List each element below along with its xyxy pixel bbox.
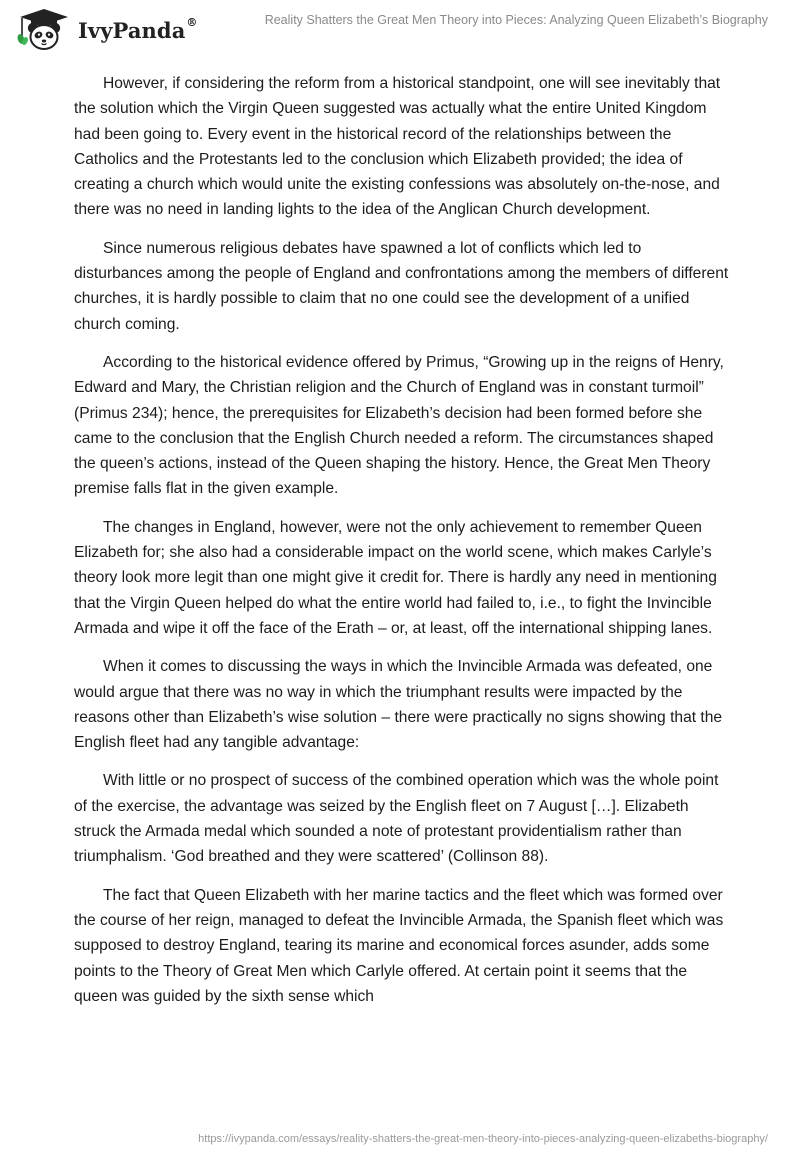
source-url[interactable]: https://ivypanda.com/essays/reality-shatters-the-great-men-theory-into-pieces-analyzing-queen-elizabeths-biography/ bbox=[198, 1133, 768, 1145]
paragraph: The changes in England, however, were not the only achievement to remember Queen Elizabeth for; she also had a considerable impact on the world scene, which makes Carlyle’s theory look more legit than one might give it credit for. There is hardly any need in mentioning that the Virgin Queen helped do what the entire world had failed to, i.e., to fight the Invincible Armada and wipe it off the face of the Erath – or, at least, off the international shipping lanes. bbox=[74, 518, 717, 637]
paragraph: When it comes to discussing the ways in which the Invincible Armada was defeated, one would argue that there was no way in which the triumphant results were impacted by the reasons other than Elizabeth’s wise solution – there were practically no signs showing that the English fleet had any tangible advantage: bbox=[74, 658, 723, 752]
logo-brand-text: IvyPanda bbox=[78, 17, 186, 43]
logo-wordmark bbox=[78, 15, 198, 43]
registered-mark: ® bbox=[186, 15, 198, 29]
document-title: Reality Shatters the Great Men Theory into Pieces: Analyzing Queen Elizabeth’s Biography bbox=[264, 13, 768, 27]
ivypanda-logo[interactable] bbox=[14, 8, 198, 52]
paragraph: According to the historical evidence offered by Primus, “Growing up in the reigns of Henry, Edward and Mary, the Christian religion and the Church of England was in constant turmoil” (Primus 234); hence, the prerequisites for Elizabeth’s decision had been formed before she came to the conclusion that the English Church needed a reform. The circumstances shaped the queen’s actions, instead of the Queen shaping the history. Hence, the Great Men Theory premise falls flat in the given example. bbox=[74, 353, 724, 498]
block-quote: With little or no prospect of success of the combined operation which was the whole point of the exercise, the advantage was seized by the English fleet on 7 August […]. Elizabeth struck the Armada medal which sounded a note of protestant providentialism rather than triumphalism. ‘God breathed and they were scattered’ (Collinson 88). bbox=[74, 772, 719, 866]
page-header bbox=[0, 0, 800, 60]
essay-body bbox=[74, 71, 729, 1022]
paragraph: The fact that Queen Elizabeth with her marine tactics and the fleet which was formed over the course of her reign, managed to defeat the Invincible Armada, the Spanish fleet which was supposed to destroy England, tearing its marine and economical forces asunder, adds some points to the Theory of Great Men which Carlyle offered. At certain point it seems that the queen was guided by the sixth sense which bbox=[74, 886, 724, 1005]
panda-graduation-cap-icon bbox=[14, 8, 72, 52]
paragraph: Since numerous religious debates have spawned a lot of conflicts which led to disturbances among the people of England and confrontations among the members of different churches, it is hardly possible to claim that no one could see the development of a unified church coming. bbox=[74, 239, 729, 333]
paragraph: However, if considering the reform from a historical standpoint, one will see inevitably that the solution which the Virgin Queen suggested was actually what the entire United Kingdom had been going to. Every event in the historical record of the relationships between the Catholics and the Protestants led to the conclusion which Elizabeth provided; the idea of creating a church which would unite the existing confessions was absolutely on-the-nose, and there was no need in landing lights to the idea of the Anglican Church development. bbox=[74, 75, 721, 219]
